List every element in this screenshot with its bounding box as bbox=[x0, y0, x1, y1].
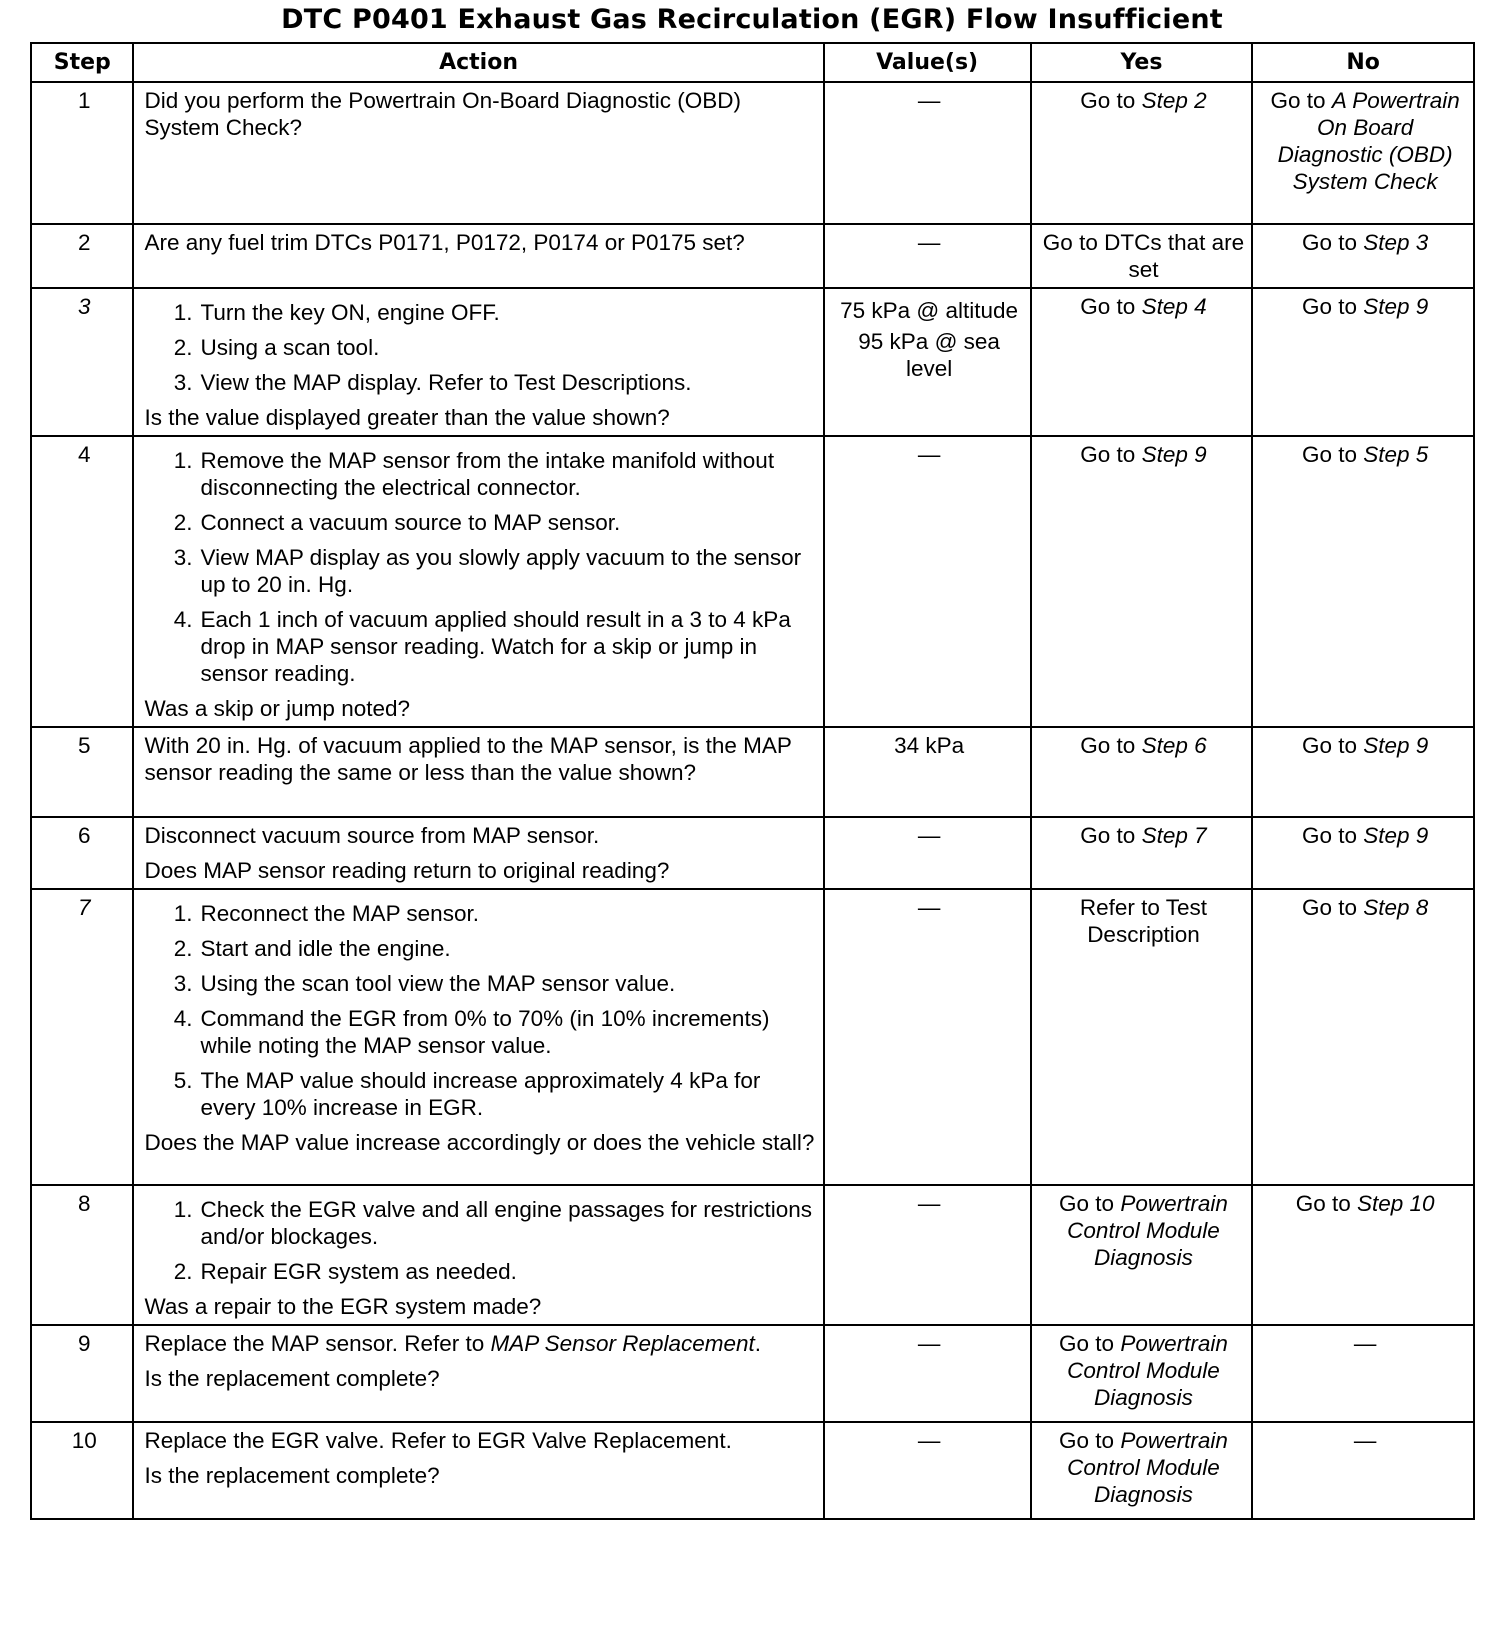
table-row bbox=[31, 1325, 1474, 1422]
no-cell bbox=[1252, 817, 1474, 889]
action-text: Replace the MAP sensor. Refer to MAP Sensor Replacement. bbox=[144, 1331, 762, 1356]
no-step-link[interactable]: Step 9 bbox=[1363, 823, 1429, 848]
substep: 5. The MAP value should increase approximately 4 kPa for every 10% increase in EGR. bbox=[173, 1068, 761, 1120]
no-step-link[interactable]: Step 8 bbox=[1363, 895, 1429, 920]
step-number: 8 bbox=[31, 1185, 133, 1325]
table-row bbox=[31, 889, 1474, 1185]
no-prefix: Go to bbox=[1301, 733, 1364, 758]
yes-step-link[interactable]: Step 7 bbox=[1141, 823, 1207, 848]
value-cell: — bbox=[824, 1422, 1031, 1519]
column-header-no: No bbox=[1252, 43, 1474, 82]
no-cell bbox=[1252, 224, 1474, 288]
table-row bbox=[31, 1422, 1474, 1519]
substep-list bbox=[144, 1196, 816, 1285]
no-step-link[interactable]: Step 3 bbox=[1363, 230, 1429, 255]
no-prefix: Go to bbox=[1301, 294, 1364, 319]
page-title: DTC P0401 Exhaust Gas Recirculation (EGR) Flow Insufficient bbox=[281, 4, 1223, 35]
yes-cell bbox=[1031, 727, 1253, 817]
substep: 3. Using the scan tool view the MAP sensor value. bbox=[173, 971, 676, 996]
substep: 2. Repair EGR system as needed. bbox=[173, 1259, 517, 1284]
substep: 1. Turn the key ON, engine OFF. bbox=[173, 300, 500, 325]
yes-cell bbox=[1031, 436, 1253, 727]
no-cell bbox=[1252, 727, 1474, 817]
value-cell: — bbox=[824, 436, 1031, 727]
action-text: Disconnect vacuum source from MAP sensor. bbox=[144, 823, 600, 848]
step-number: 10 bbox=[31, 1422, 133, 1519]
yes-prefix: Go to bbox=[1080, 294, 1142, 319]
no-prefix: Go to bbox=[1301, 230, 1364, 255]
no-cell: — bbox=[1252, 1422, 1474, 1519]
yes-cell bbox=[1031, 82, 1253, 224]
no-prefix: Go to bbox=[1295, 1191, 1357, 1216]
step-number: 6 bbox=[31, 817, 133, 889]
question-text: Is the replacement complete? bbox=[144, 1463, 440, 1488]
yes-cell bbox=[1031, 817, 1253, 889]
substep: 1. Check the EGR valve and all engine passages for restrictions and/or blockages. bbox=[173, 1197, 813, 1249]
substep: 1. Remove the MAP sensor from the intake manifold without disconnecting the electrical connector. bbox=[173, 448, 775, 500]
yes-prefix: Go to bbox=[1080, 88, 1142, 113]
yes-cell bbox=[1031, 1422, 1253, 1519]
no-step-link[interactable]: Step 9 bbox=[1363, 294, 1429, 319]
action-cell bbox=[133, 82, 823, 224]
action-cell bbox=[133, 817, 823, 889]
action-text: Did you perform the Powertrain On-Board Diagnostic (OBD) System Check? bbox=[144, 88, 741, 140]
no-cell bbox=[1252, 82, 1474, 224]
action-cell bbox=[133, 1325, 823, 1422]
action-cell bbox=[133, 889, 823, 1185]
question-text: Does MAP sensor reading return to original reading? bbox=[144, 858, 670, 883]
table-header-row bbox=[31, 43, 1474, 82]
value-cell: — bbox=[824, 224, 1031, 288]
no-prefix: Go to bbox=[1301, 895, 1364, 920]
table-row bbox=[31, 288, 1474, 436]
table-row bbox=[31, 727, 1474, 817]
yes-cell bbox=[1031, 889, 1253, 1185]
step-number: 2 bbox=[31, 224, 133, 288]
yes-pcm-diagnosis-link[interactable]: Powertrain Control Module Diagnosis bbox=[1067, 1191, 1228, 1270]
step-number: 1 bbox=[31, 82, 133, 224]
value-cell: — bbox=[824, 889, 1031, 1185]
yes-cell bbox=[1031, 1185, 1253, 1325]
table-row bbox=[31, 82, 1474, 224]
value-cell: 34 kPa bbox=[824, 727, 1031, 817]
substep-list bbox=[144, 900, 816, 1121]
question-text: Is the replacement complete? bbox=[144, 1366, 440, 1391]
yes-step-link[interactable]: Step 4 bbox=[1141, 294, 1207, 319]
value-altitude: 75 kPa @ altitude bbox=[840, 298, 1019, 323]
step-number: 3 bbox=[31, 288, 133, 436]
yes-prefix: Go to bbox=[1080, 442, 1142, 467]
substep: 4. Command the EGR from 0% to 70% (in 10% increments) while noting the MAP sensor value. bbox=[173, 1006, 770, 1058]
yes-cell bbox=[1031, 288, 1253, 436]
column-header-action: Action bbox=[133, 43, 823, 82]
no-cell bbox=[1252, 436, 1474, 727]
value-cell: — bbox=[824, 82, 1031, 224]
step-number: 9 bbox=[31, 1325, 133, 1422]
no-cell bbox=[1252, 288, 1474, 436]
value-cell: — bbox=[824, 817, 1031, 889]
step-number: 4 bbox=[31, 436, 133, 727]
question-text: Does the MAP value increase accordingly or does the vehicle stall? bbox=[144, 1130, 815, 1155]
value-cell: — bbox=[824, 1325, 1031, 1422]
no-prefix: Go to bbox=[1301, 823, 1364, 848]
yes-prefix: Go to bbox=[1059, 1331, 1121, 1356]
yes-cell bbox=[1031, 224, 1253, 288]
yes-dtcs-link[interactable]: Go to DTCs that are set bbox=[1042, 230, 1245, 282]
substep-list bbox=[144, 447, 816, 687]
map-sensor-replacement-link[interactable]: MAP Sensor Replacement bbox=[490, 1331, 755, 1356]
substep: 2. Start and idle the engine. bbox=[173, 936, 451, 961]
no-prefix: Go to bbox=[1270, 88, 1332, 113]
no-step-link[interactable]: Step 5 bbox=[1363, 442, 1429, 467]
step-number: 7 bbox=[31, 889, 133, 1185]
yes-pcm-diagnosis-link[interactable]: Powertrain Control Module Diagnosis bbox=[1067, 1428, 1228, 1507]
step-number: 5 bbox=[31, 727, 133, 817]
diagnostic-table bbox=[30, 42, 1475, 1520]
yes-cell bbox=[1031, 1325, 1253, 1422]
question-text: Was a skip or jump noted? bbox=[144, 696, 411, 721]
yes-step-link[interactable]: Step 9 bbox=[1141, 442, 1207, 467]
table-row bbox=[31, 436, 1474, 727]
no-cell bbox=[1252, 889, 1474, 1185]
action-cell bbox=[133, 436, 823, 727]
substep-list bbox=[144, 299, 816, 396]
no-cell: — bbox=[1252, 1325, 1474, 1422]
yes-pcm-diagnosis-link[interactable]: Powertrain Control Module Diagnosis bbox=[1067, 1331, 1228, 1410]
substep: 2. Using a scan tool. bbox=[173, 335, 380, 360]
no-cell bbox=[1252, 1185, 1474, 1325]
value-sea-level: 95 kPa @ sea level bbox=[858, 329, 1000, 381]
action-cell bbox=[133, 727, 823, 817]
action-cell bbox=[133, 1422, 823, 1519]
yes-prefix: Go to bbox=[1059, 1428, 1121, 1453]
substep: 4. Each 1 inch of vacuum applied should result in a 3 to 4 kPa drop in MAP sensor reading. Watch for a skip or jump in sensor reading. bbox=[173, 607, 791, 686]
action-text: Are any fuel trim DTCs P0171, P0172, P0174 or P0175 set? bbox=[144, 230, 745, 255]
yes-prefix: Go to bbox=[1080, 733, 1142, 758]
action-cell bbox=[133, 224, 823, 288]
question-text: Was a repair to the EGR system made? bbox=[144, 1294, 542, 1319]
no-prefix: Go to bbox=[1301, 442, 1364, 467]
yes-prefix: Go to bbox=[1059, 1191, 1121, 1216]
column-header-yes: Yes bbox=[1031, 43, 1253, 82]
yes-prefix: Go to bbox=[1080, 823, 1142, 848]
value-cell: — bbox=[824, 1185, 1031, 1325]
column-header-step: Step bbox=[31, 43, 133, 82]
yes-step-link[interactable]: Step 6 bbox=[1141, 733, 1207, 758]
action-text: With 20 in. Hg. of vacuum applied to the MAP sensor, is the MAP sensor reading the same or less than the value shown? bbox=[144, 733, 792, 785]
action-cell bbox=[133, 1185, 823, 1325]
question-text: Is the value displayed greater than the value shown? bbox=[144, 405, 670, 430]
substep: 3. View MAP display as you slowly apply vacuum to the sensor up to 20 in. Hg. bbox=[173, 545, 802, 597]
column-header-values: Value(s) bbox=[824, 43, 1031, 82]
substep: 3. View the MAP display. Refer to Test Descriptions. bbox=[173, 370, 692, 395]
no-obd-check-link[interactable]: A Powertrain On Board Diagnostic (OBD) System Check bbox=[1277, 88, 1460, 194]
substep: 2. Connect a vacuum source to MAP sensor. bbox=[173, 510, 621, 535]
action-text: Replace the EGR valve. Refer to EGR Valve Replacement. bbox=[144, 1428, 732, 1453]
substep: 1. Reconnect the MAP sensor. bbox=[173, 901, 479, 926]
value-cell bbox=[824, 288, 1031, 436]
yes-step-link[interactable]: Step 2 bbox=[1141, 88, 1207, 113]
no-step-link[interactable]: Step 10 bbox=[1357, 1191, 1435, 1216]
no-step-link[interactable]: Step 9 bbox=[1363, 733, 1429, 758]
yes-test-description-link[interactable]: Refer to Test Description bbox=[1079, 895, 1208, 947]
action-cell bbox=[133, 288, 823, 436]
table-row bbox=[31, 224, 1474, 288]
table-row bbox=[31, 817, 1474, 889]
table-row bbox=[31, 1185, 1474, 1325]
